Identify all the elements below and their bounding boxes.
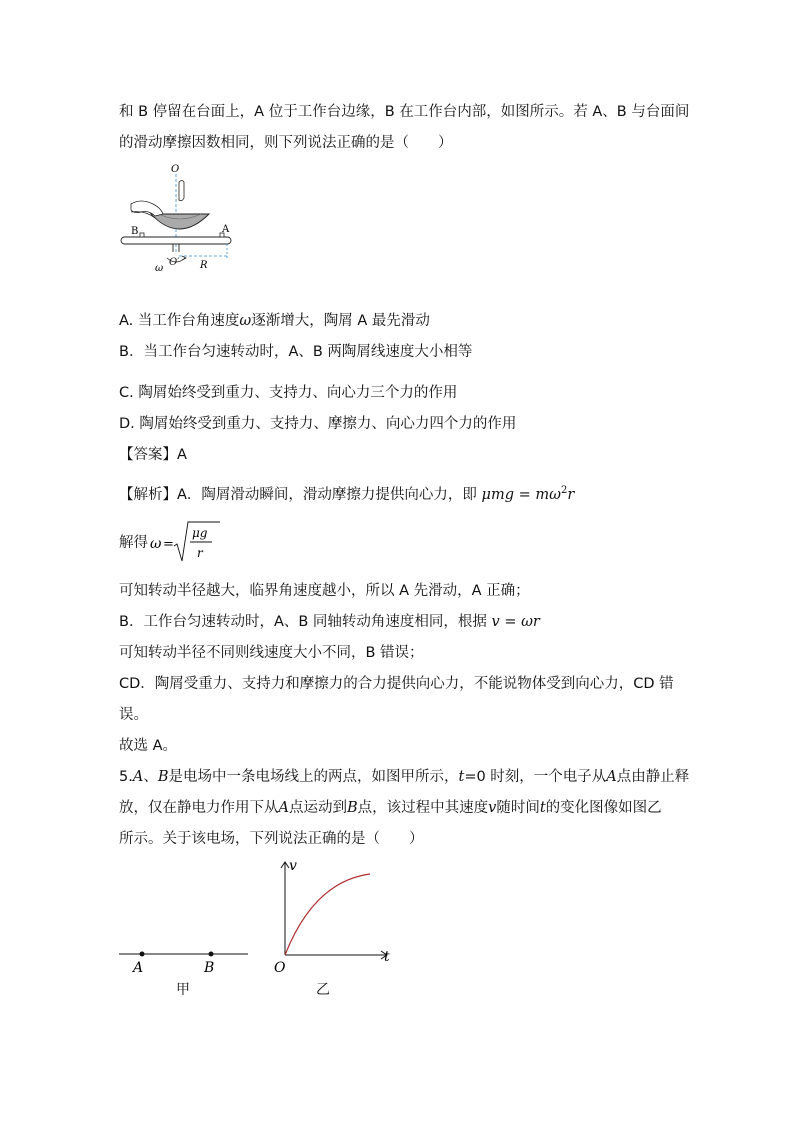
q5-line-1: 5.A、B是电场中一条电场线上的两点，如图甲所示，t=0 时刻，一个电子从A点由静止释 [119,769,690,785]
intro-line-1: 和 B 停留在台面上，A 位于工作台边缘，B 在工作台内部，如图所示。若 A、B 与台面间 [119,104,690,120]
analysis-line-5: 可知转动半径不同则线速度大小不同，B 错误； [119,645,424,661]
analysis-line-2 [119,533,148,553]
analysis-l2: 解得 [119,535,148,551]
equation-v: v = ωr [491,614,540,630]
answer-value: A [177,447,187,463]
figure-jia [119,935,254,1005]
label-o-prime: O′ [169,257,180,268]
pottery-wheel-figure [119,160,244,276]
label-o: O [171,164,180,175]
formula-eq: = [163,537,174,552]
formula-denominator: r [197,546,203,560]
analysis-line-4: B．工作台匀速转动时，A、B 同轴转动角速度相同，根据 v = ωr [119,614,540,630]
option-b: B．当工作台匀速转动时，A、B 两陶屑线速度大小相等 [119,344,473,360]
label-point-a: A [133,960,144,976]
formula-omega: ω [150,536,162,552]
option-a-pre: A. 当工作台角速度 [119,313,240,329]
label-point-b: B [204,960,215,976]
answer-tag: 【答案】 [119,447,177,463]
label-a: A [222,224,230,235]
analysis-l1: A．陶屑滑动瞬间，滑动摩擦力提供向心力，即 [177,487,477,503]
figure-yi [270,855,395,1009]
point-b [209,952,214,957]
answer-line [119,445,187,465]
analysis-line-7: 误。 [119,707,148,723]
option-d: D. 陶屑始终受到重力、支持力、摩擦力、向心力四个力的作用 [119,416,517,432]
intro-line-2: 的滑动摩擦因数相同，则下列说法正确的是（ ） [119,135,453,151]
point-a [140,952,145,957]
label-t: t [384,949,390,965]
option-a [119,311,430,331]
label-origin: O [274,960,286,976]
q5-line-2: 放，仅在静电力作用下从A点运动到B点，该过程中其速度v随时间t的变化图像如图乙 [119,800,662,816]
analysis-line-6: CD．陶屑受重力、支持力和摩擦力的合力提供向心力，不能说物体受到向心力，CD 错 [119,676,674,692]
option-a-post: 逐渐增大，陶屑 A 最先滑动 [251,313,430,329]
label-v: v [289,858,297,874]
option-a-omega: ω [239,313,252,329]
label-b: B [131,226,139,237]
formula-numerator: μg [192,526,208,540]
caption-jia: 甲 [176,982,190,998]
analysis-line-8: 故选 A。 [119,738,178,754]
equation-1: $\mu mg = m\omega^2r$ [481,485,575,503]
caption-yi: 乙 [316,982,330,998]
analysis-line-1 [119,481,574,505]
velocity-curve [285,874,370,955]
analysis-line-3: 可知转动半径越大，临界角速度越小，所以 A 先滑动，A 正确； [119,583,530,599]
option-c: C. 陶屑始终受到重力、支持力、向心力三个力的作用 [119,385,458,401]
label-r: R [200,260,208,271]
label-omega: ω [155,263,164,272]
omega-formula [150,520,220,570]
q5-line-3: 所示。关于该电场，下列说法正确的是（ ） [119,831,424,847]
analysis-tag: 【解析】 [119,487,177,503]
